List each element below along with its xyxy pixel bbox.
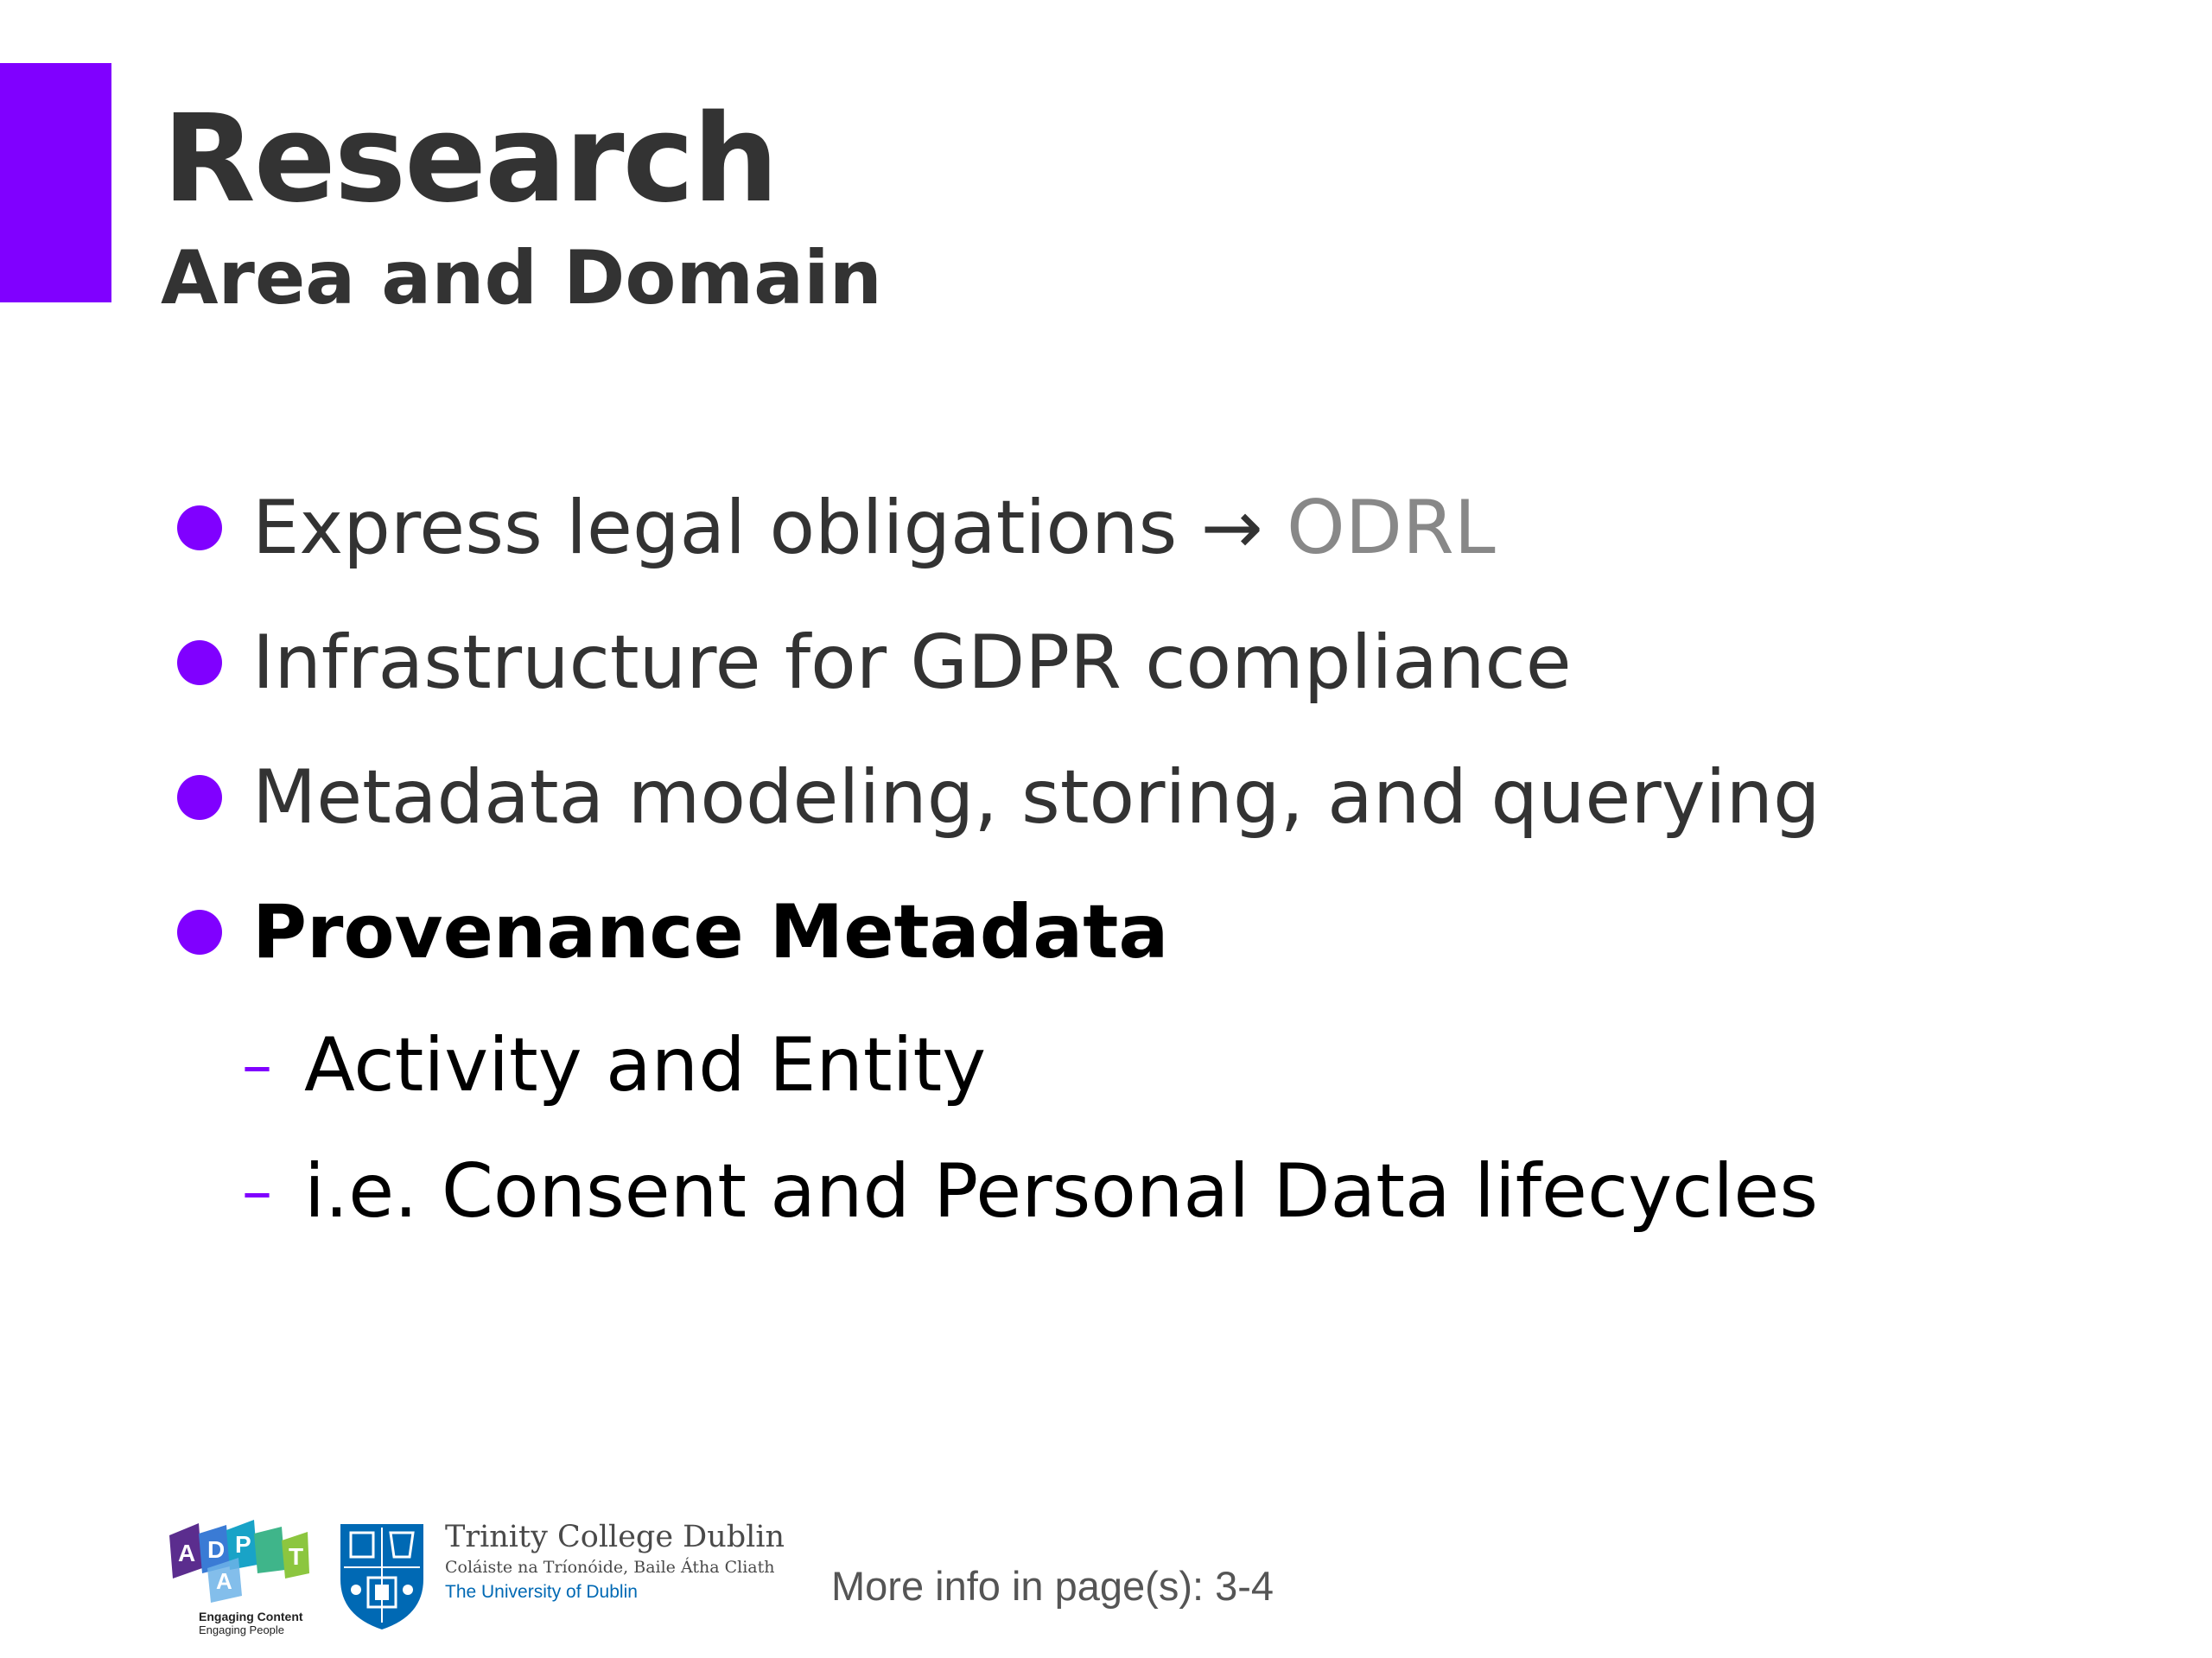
right-arrow-icon: → xyxy=(1200,485,1263,571)
sub-bullet-item xyxy=(0,1002,2212,1115)
adapt-tagline-1: Engaging Content xyxy=(199,1610,303,1623)
adapt-tagline-2: Engaging People xyxy=(199,1623,285,1636)
tcd-logo-text xyxy=(445,1519,785,1605)
bullet-dot-icon xyxy=(177,910,222,955)
adapt-letter-a2: A xyxy=(216,1568,232,1594)
title-accent-bar xyxy=(0,63,111,302)
bullet-dot-icon xyxy=(177,640,222,685)
bullet-text: Infrastructure for GDPR compliance xyxy=(252,619,1572,706)
bullet-text-main: Express legal obligations xyxy=(252,485,1178,571)
sub-bullet-text: i.e. Consent and Personal Data lifecycles xyxy=(304,1148,1819,1235)
dash-bullet-icon: – xyxy=(242,1156,272,1227)
sub-bullet-text: Activity and Entity xyxy=(304,1022,987,1109)
adapt-letter-d: D xyxy=(207,1536,226,1563)
bullet-dot-icon xyxy=(177,505,222,550)
tcd-university: The University of Dublin xyxy=(445,1582,638,1602)
slide-subtitle: Area and Domain xyxy=(161,235,882,321)
bullet-item-metadata xyxy=(0,734,2212,847)
sub-bullet-item xyxy=(0,1128,2212,1241)
tcd-crest-icon xyxy=(337,1519,427,1633)
adapt-letter-a: A xyxy=(178,1540,196,1566)
tcd-name: Trinity College Dublin xyxy=(445,1520,785,1554)
adapt-letter-p: P xyxy=(235,1531,251,1558)
dash-bullet-icon: – xyxy=(242,1030,272,1101)
bullet-text: Metadata modeling, storing, and querying xyxy=(252,754,1821,841)
bullet-item-provenance xyxy=(0,869,2212,981)
bullet-text-odrl: ODRL xyxy=(1287,485,1496,571)
adapt-letter-t: T xyxy=(289,1543,304,1570)
tcd-irish-name: Coláiste na Tríonóide, Baile Átha Cliath xyxy=(445,1558,775,1577)
bullet-item-odrl xyxy=(0,465,2212,577)
adapt-logo-graphic xyxy=(164,1516,311,1611)
adapt-logo xyxy=(164,1516,311,1637)
bullet-item-gdpr xyxy=(0,600,2212,712)
bullet-dot-icon xyxy=(177,775,222,820)
more-info-note: More info in page(s): 3-4 xyxy=(831,1563,1274,1609)
bullet-text xyxy=(252,465,1496,591)
bullet-text: Provenance Metadata xyxy=(252,889,1169,975)
slide-title: Research xyxy=(162,89,778,230)
